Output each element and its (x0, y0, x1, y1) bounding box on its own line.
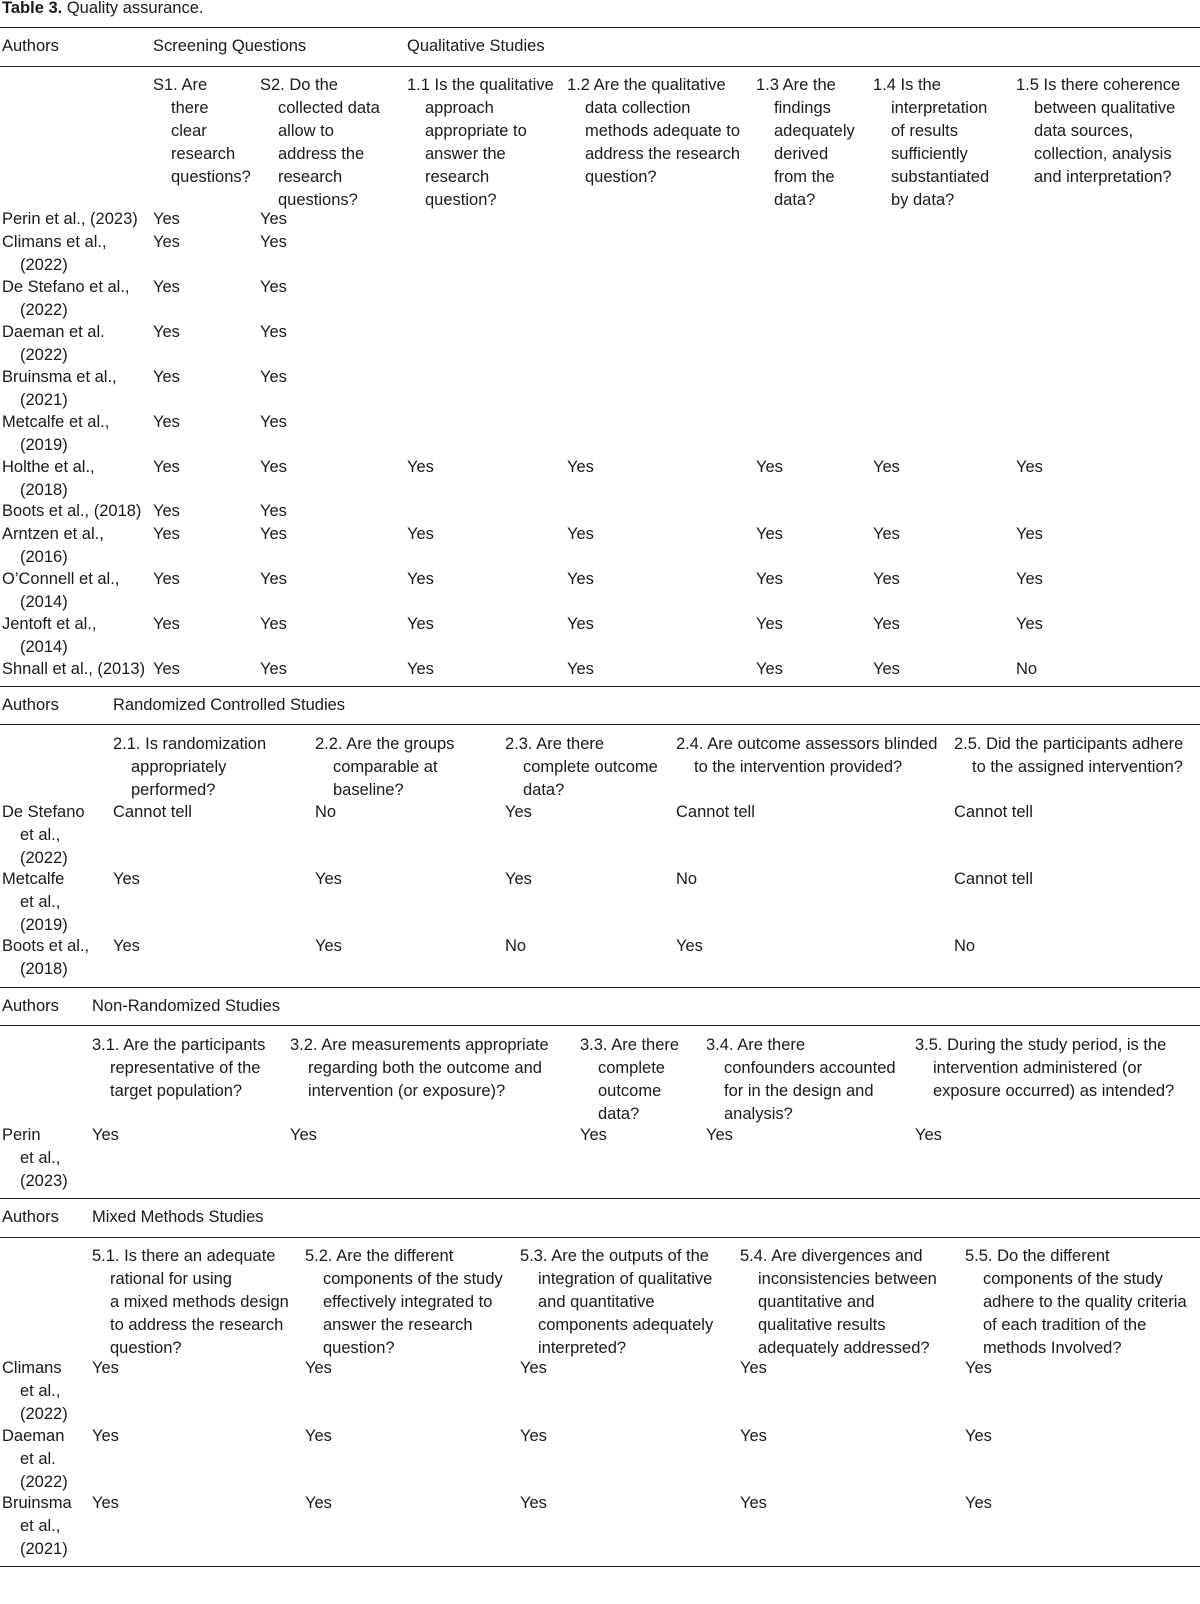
rating-cell: Yes (92, 1427, 119, 1445)
question-line: 1.2 Are the qualitative (567, 76, 726, 94)
group-header: Mixed Methods Studies (92, 1208, 264, 1226)
author-line: (2022) (20, 256, 68, 274)
question-line: 5.5. Do the different (965, 1247, 1110, 1265)
question-line: regarding both the outcome and (308, 1059, 542, 1077)
rating-cell: Yes (260, 615, 287, 633)
question-line: answer the research (323, 1316, 473, 1334)
rating-cell: No (954, 937, 976, 955)
question-header (260, 74, 380, 212)
author-line: Bruinsma et al., (2, 368, 117, 386)
rating-cell: Yes (740, 1427, 767, 1445)
question-line: question? (110, 1339, 182, 1357)
rating-cell: Yes (153, 525, 180, 543)
question-header (153, 74, 251, 189)
question-line: 3.4. Are there (706, 1036, 806, 1054)
table-rule (0, 1566, 1200, 1567)
rating-cell: Yes (505, 870, 532, 888)
question-header (315, 733, 454, 802)
author-line: (2022) (20, 1473, 68, 1491)
rating-cell: Cannot tell (954, 803, 1033, 821)
author-cell (2, 456, 95, 502)
rating-cell: Yes (153, 368, 180, 386)
rating-cell: Yes (965, 1494, 992, 1512)
rating-cell: Yes (153, 458, 180, 476)
question-line: complete outcome (523, 758, 658, 776)
question-line: intervention (or exposure)? (308, 1082, 506, 1100)
rating-cell: Yes (965, 1427, 992, 1445)
question-line: interpretation (891, 99, 988, 117)
rating-cell: Yes (407, 525, 434, 543)
rating-cell: Yes (305, 1494, 332, 1512)
table-rule (0, 686, 1200, 687)
rating-cell: Yes (520, 1359, 547, 1377)
author-line: Boots et al., (2018) (2, 502, 142, 520)
question-line: analysis? (724, 1105, 793, 1123)
question-line: baseline? (333, 781, 404, 799)
question-line: 1.4 Is the (873, 76, 941, 94)
question-line: qualitative results (758, 1316, 886, 1334)
rating-cell: Yes (113, 937, 140, 955)
rating-cell: Yes (965, 1359, 992, 1377)
rating-cell: Yes (505, 803, 532, 821)
authors-header: Authors (2, 997, 59, 1015)
rating-cell: Yes (676, 937, 703, 955)
rating-cell: No (505, 937, 527, 955)
question-line: research (278, 168, 343, 186)
question-line: substantiated (891, 168, 990, 186)
question-header (305, 1245, 503, 1360)
author-line: et al., (20, 1382, 61, 1400)
question-line: for in the design and (724, 1082, 874, 1100)
table-caption-text: Quality assurance. (66, 0, 204, 17)
group-header: Randomized Controlled Studies (113, 696, 346, 714)
question-line: to the assigned intervention? (972, 758, 1183, 776)
author-cell (2, 868, 68, 937)
question-line: integration of qualitative (538, 1270, 713, 1288)
author-line: Metcalfe et al., (2, 413, 110, 431)
author-cell (2, 1357, 68, 1426)
author-line: (2016) (20, 548, 68, 566)
question-header (567, 74, 740, 189)
question-line: allow to (278, 122, 334, 140)
rating-cell: Yes (260, 368, 287, 386)
rating-cell: Yes (153, 210, 180, 228)
rating-cell: Yes (153, 502, 180, 520)
question-header (965, 1245, 1187, 1360)
question-line: between qualitative (1034, 99, 1176, 117)
rating-cell: Yes (113, 870, 140, 888)
question-line: target population? (110, 1082, 243, 1100)
question-header (873, 74, 989, 212)
author-line: (2018) (20, 481, 68, 499)
question-line: findings (774, 99, 831, 117)
question-line: outcome (598, 1082, 662, 1100)
rating-cell: Cannot tell (676, 803, 755, 821)
rating-cell: Yes (260, 570, 287, 588)
question-line: 3.3. Are there (580, 1036, 680, 1054)
author-line: (2022) (20, 301, 68, 319)
rating-cell: Yes (567, 458, 594, 476)
question-line: components of the study (323, 1270, 503, 1288)
rating-cell: Yes (756, 458, 783, 476)
author-line: et al., (20, 1517, 61, 1535)
rating-cell: Yes (756, 615, 783, 633)
rating-cell: Yes (1016, 525, 1043, 543)
question-line: of each tradition of the (983, 1316, 1147, 1334)
table-rule (0, 724, 1200, 725)
question-header (92, 1245, 289, 1360)
question-line: inconsistencies between (758, 1270, 937, 1288)
question-line: methods Involved? (983, 1339, 1122, 1357)
question-line: from the (774, 168, 835, 186)
rating-cell: Yes (756, 660, 783, 678)
rating-cell: Yes (915, 1126, 942, 1144)
author-cell (2, 1425, 68, 1494)
rating-cell: Yes (706, 1126, 733, 1144)
rating-cell: Yes (873, 525, 900, 543)
table-rule (0, 1237, 1200, 1238)
question-header (1016, 74, 1180, 189)
author-cell (2, 523, 104, 569)
author-cell (2, 1492, 72, 1561)
question-line: data sources, (1034, 122, 1134, 140)
question-header (756, 74, 855, 212)
rating-cell: Yes (1016, 570, 1043, 588)
author-line: et al. (20, 1450, 56, 1468)
author-line: (2019) (20, 916, 68, 934)
question-line: 5.1. Is there an adequate (92, 1247, 276, 1265)
author-line: et al., (20, 826, 61, 844)
rating-cell: Yes (260, 502, 287, 520)
question-line: 2.3. Are there (505, 735, 605, 753)
author-line: et al., (20, 1149, 61, 1167)
question-line: data? (774, 191, 816, 209)
table-caption-label: Table 3. (2, 0, 63, 17)
question-line: complete (598, 1059, 665, 1077)
rating-cell: Yes (260, 458, 287, 476)
group-header: Non-Randomized Studies (92, 997, 281, 1015)
author-line: (2021) (20, 391, 68, 409)
rating-cell: Yes (407, 660, 434, 678)
author-cell (2, 208, 138, 231)
question-line: 5.3. Are the outputs of the (520, 1247, 709, 1265)
question-header (520, 1245, 713, 1360)
author-line: Boots et al., (2, 937, 90, 955)
author-cell (2, 231, 107, 277)
author-cell (2, 935, 89, 981)
question-line: interpreted? (538, 1339, 627, 1357)
rating-cell: Yes (407, 615, 434, 633)
question-line: S2. Do the (260, 76, 338, 94)
question-line: to address the research (110, 1316, 284, 1334)
rating-cell: Yes (873, 660, 900, 678)
question-line: 5.4. Are divergences and (740, 1247, 923, 1265)
rating-cell: Yes (153, 660, 180, 678)
authors-header: Authors (2, 696, 59, 714)
rating-cell: Cannot tell (954, 870, 1033, 888)
author-line: (2022) (20, 1405, 68, 1423)
question-line: questions? (278, 191, 358, 209)
rating-cell: Yes (153, 413, 180, 431)
author-line: (2014) (20, 638, 68, 656)
authors-header: Authors (2, 1208, 59, 1226)
author-line: Bruinsma (2, 1494, 72, 1512)
question-line: 1.1 Is the qualitative (407, 76, 554, 94)
author-cell (2, 613, 96, 659)
table-rule (0, 27, 1200, 28)
rating-cell: Yes (567, 615, 594, 633)
question-line: representative of the (110, 1059, 261, 1077)
question-line: research (425, 168, 490, 186)
table-rule (0, 987, 1200, 988)
author-cell (2, 321, 105, 367)
rating-cell: Yes (305, 1359, 332, 1377)
rating-cell: Yes (873, 458, 900, 476)
rating-cell: Yes (305, 1427, 332, 1445)
question-line: 3.5. During the study period, is the (915, 1036, 1167, 1054)
author-line: (2014) (20, 593, 68, 611)
rating-cell: Yes (407, 570, 434, 588)
table-rule (0, 66, 1200, 67)
question-line: appropriately (131, 758, 227, 776)
question-header (706, 1034, 896, 1126)
author-line: De Stefano (2, 803, 85, 821)
rating-cell: Yes (756, 525, 783, 543)
question-header (954, 733, 1183, 779)
question-header (580, 1034, 679, 1126)
rating-cell: Yes (153, 615, 180, 633)
question-line: data collection (585, 99, 691, 117)
rating-cell: Yes (260, 323, 287, 341)
question-line: and quantitative (538, 1293, 655, 1311)
rating-cell: Yes (580, 1126, 607, 1144)
author-line: De Stefano et al., (2, 278, 130, 296)
rating-cell: Yes (873, 570, 900, 588)
author-line: (2022) (20, 346, 68, 364)
question-line: question? (585, 168, 657, 186)
author-cell (2, 366, 117, 412)
question-line: approach (425, 99, 494, 117)
rating-cell: Yes (520, 1494, 547, 1512)
question-line: and interpretation? (1034, 168, 1172, 186)
rating-cell: No (315, 803, 337, 821)
author-line: Perin (2, 1126, 41, 1144)
author-line: (2021) (20, 1540, 68, 1558)
rating-cell: Yes (260, 413, 287, 431)
question-line: adequately addressed? (758, 1339, 930, 1357)
question-line: components of the study (983, 1270, 1163, 1288)
author-line: O’Connell et al., (2, 570, 120, 588)
question-line: 3.2. Are measurements appropriate (290, 1036, 549, 1054)
question-line: clear (171, 122, 207, 140)
author-line: (2018) (20, 960, 68, 978)
question-line: questions? (171, 168, 251, 186)
author-line: (2022) (20, 849, 68, 867)
question-line: 1.3 Are the (756, 76, 836, 94)
table-rule (0, 1025, 1200, 1026)
rating-cell: Yes (92, 1494, 119, 1512)
authors-header: Authors (2, 37, 59, 55)
rating-cell: Yes (740, 1359, 767, 1377)
question-line: confounders accounted (724, 1059, 896, 1077)
question-header (676, 733, 937, 779)
question-header (505, 733, 658, 802)
author-line: Daeman et al. (2, 323, 105, 341)
rating-cell: Yes (315, 937, 342, 955)
rating-cell: Yes (260, 210, 287, 228)
rating-cell: Yes (260, 660, 287, 678)
group-header: Screening Questions (153, 37, 307, 55)
rating-cell: Yes (92, 1359, 119, 1377)
question-line: 1.5 Is there coherence (1016, 76, 1181, 94)
author-line: Shnall et al., (2013) (2, 660, 146, 678)
rating-cell: No (1016, 660, 1038, 678)
author-line: Perin et al., (2023) (2, 210, 138, 228)
question-line: answer the (425, 145, 506, 163)
author-line: Daeman (2, 1427, 65, 1445)
author-line: Climans et al., (2, 233, 107, 251)
rating-cell: No (676, 870, 698, 888)
question-header (915, 1034, 1174, 1103)
author-line: Holthe et al., (2, 458, 95, 476)
question-line: 2.5. Did the participants adhere (954, 735, 1184, 753)
question-line: derived (774, 145, 829, 163)
question-line: rational for using (110, 1270, 232, 1288)
rating-cell: Yes (407, 458, 434, 476)
author-cell (2, 411, 109, 457)
rating-cell: Yes (567, 660, 594, 678)
rating-cell: Yes (153, 323, 180, 341)
question-line: performed? (131, 781, 216, 799)
rating-cell: Yes (1016, 615, 1043, 633)
question-line: of results (891, 122, 958, 140)
question-line: by data? (891, 191, 955, 209)
question-header (740, 1245, 937, 1360)
question-header (407, 74, 554, 212)
author-cell (2, 276, 130, 322)
author-line: Jentoft et al., (2, 615, 97, 633)
question-line: research (171, 145, 236, 163)
question-line: data? (523, 781, 565, 799)
table-rule (0, 1198, 1200, 1199)
author-cell (2, 500, 141, 523)
question-line: 5.2. Are the different (305, 1247, 454, 1265)
question-line: 2.4. Are outcome assessors blinded (676, 735, 938, 753)
rating-cell: Yes (756, 570, 783, 588)
author-cell (2, 1124, 68, 1193)
question-line: appropriate to (425, 122, 527, 140)
table-caption (2, 0, 203, 20)
question-line: a mixed methods design (110, 1293, 289, 1311)
question-line: question? (425, 191, 497, 209)
author-line: Arntzen et al., (2, 525, 104, 543)
rating-cell: Yes (567, 525, 594, 543)
question-line: 3.1. Are the participants (92, 1036, 266, 1054)
rating-cell: Yes (740, 1494, 767, 1512)
question-line: question? (323, 1339, 395, 1357)
question-line: exposure occurred) as intended? (933, 1082, 1175, 1100)
rating-cell: Yes (290, 1126, 317, 1144)
author-line: (2023) (20, 1172, 68, 1190)
author-cell (2, 568, 119, 614)
group-header: Qualitative Studies (407, 37, 545, 55)
rating-cell: Yes (92, 1126, 119, 1144)
rating-cell: Yes (1016, 458, 1043, 476)
question-line: components adequately (538, 1316, 714, 1334)
question-line: there (171, 99, 209, 117)
question-line: effectively integrated to (323, 1293, 493, 1311)
rating-cell: Yes (520, 1427, 547, 1445)
question-line: data? (598, 1105, 640, 1123)
rating-cell: Cannot tell (113, 803, 192, 821)
question-line: comparable at (333, 758, 438, 776)
rating-cell: Yes (153, 233, 180, 251)
rating-cell: Yes (153, 278, 180, 296)
question-line: adhere to the quality criteria (983, 1293, 1187, 1311)
question-line: address the (278, 145, 365, 163)
question-line: quantitative and (758, 1293, 875, 1311)
question-line: intervention administered (or (933, 1059, 1143, 1077)
question-line: collection, analysis (1034, 145, 1172, 163)
question-line: 2.2. Are the groups (315, 735, 455, 753)
rating-cell: Yes (260, 278, 287, 296)
rating-cell: Yes (260, 525, 287, 543)
rating-cell: Yes (873, 615, 900, 633)
author-cell (2, 801, 85, 870)
rating-cell: Yes (153, 570, 180, 588)
question-line: sufficiently (891, 145, 968, 163)
question-line: to the intervention provided? (694, 758, 903, 776)
question-line: methods adequate to (585, 122, 741, 140)
question-header (290, 1034, 549, 1103)
rating-cell: Yes (315, 870, 342, 888)
question-line: 2.1. Is randomization (113, 735, 267, 753)
question-line: adequately (774, 122, 855, 140)
question-line: collected data (278, 99, 380, 117)
rating-cell: Yes (260, 233, 287, 251)
question-line: S1. Are (153, 76, 208, 94)
rating-cell: Yes (567, 570, 594, 588)
author-line: et al., (20, 893, 61, 911)
author-line: (2019) (20, 436, 68, 454)
question-line: address the research (585, 145, 741, 163)
question-header (113, 733, 266, 802)
author-cell (2, 658, 145, 681)
author-line: Climans (2, 1359, 62, 1377)
question-header (92, 1034, 265, 1103)
author-line: Metcalfe (2, 870, 65, 888)
